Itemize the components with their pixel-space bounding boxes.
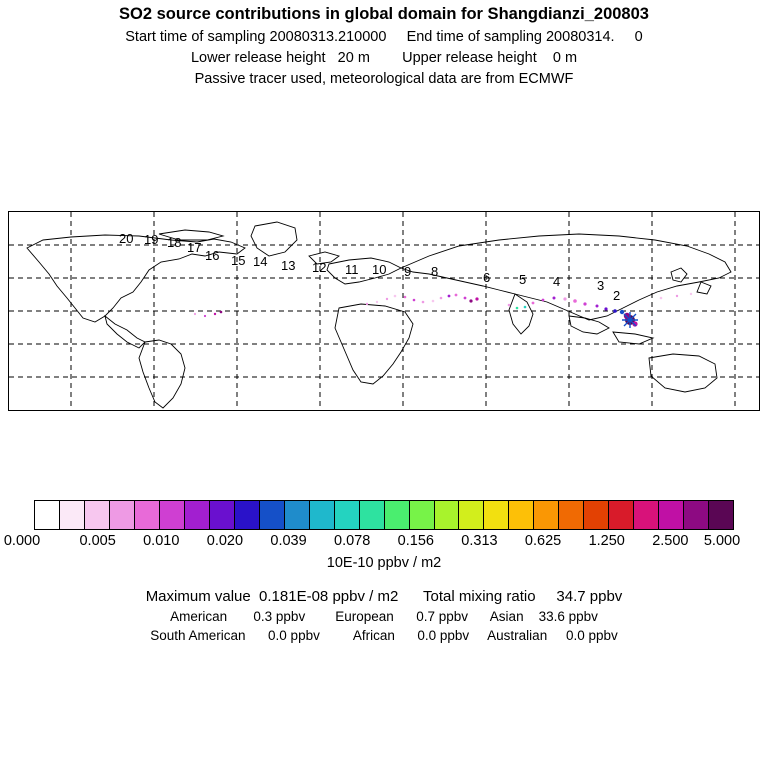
svg-text:13: 13 [281, 258, 296, 273]
release-site-marker [622, 312, 638, 328]
svg-text:14: 14 [253, 254, 268, 269]
trajectory-day-labels [119, 231, 620, 303]
tracer-meteo-line: Passive tracer used, meteorological data are from ECMWF [194, 71, 574, 87]
map-panel [8, 211, 760, 411]
colorbar-swatch [684, 501, 709, 529]
colorbar-swatch [484, 501, 509, 529]
colorbar-swatch [459, 501, 484, 529]
svg-text:18: 18 [167, 235, 182, 250]
svg-text:9: 9 [404, 264, 412, 279]
colorbar-swatch [135, 501, 160, 529]
colorbar-swatch [185, 501, 210, 529]
svg-text:11: 11 [345, 262, 359, 277]
colorbar-tick-label: 5.000 [703, 533, 741, 549]
colorbar-swatch [35, 501, 60, 529]
colorbar-swatch [360, 501, 385, 529]
colorbar-swatch [534, 501, 559, 529]
sampling-time-line: Start time of sampling 20080313.210000 End time of sampling 20080314. 0 [125, 29, 643, 45]
colorbar-tick-labels [0, 533, 768, 549]
svg-text:6: 6 [483, 270, 491, 285]
colorbar-swatch [509, 501, 534, 529]
colorbar-swatch [584, 501, 609, 529]
colorbar-swatch [110, 501, 135, 529]
release-height-line: Lower release height 20 m Upper release height 0 m [190, 50, 578, 66]
colorbar-swatch [210, 501, 235, 529]
colorbar-swatch [85, 501, 110, 529]
colorbar-swatch [335, 501, 360, 529]
svg-text:8: 8 [431, 264, 439, 279]
colorbar-swatch [609, 501, 634, 529]
svg-text:3: 3 [597, 278, 605, 293]
svg-text:2: 2 [613, 288, 621, 303]
colorbar-tick-label: 0.039 [270, 533, 307, 549]
figure-header [0, 0, 768, 87]
colorbar-swatch [709, 501, 733, 529]
colorbar-tick-label: 0.078 [334, 533, 371, 549]
colorbar-swatch [659, 501, 684, 529]
region-row-1: American 0.3 ppbv European 0.7 ppbv Asian 33.6 ppbv [170, 609, 598, 624]
colorbar-tick-label: 0.000 [3, 533, 41, 549]
page-title: SO2 source contributions in global domain for Shangdianzi_200803 [119, 5, 649, 23]
colorbar-unit-label: 10E-10 ppbv / m2 [326, 555, 442, 571]
svg-text:19: 19 [144, 232, 159, 247]
colorbar-swatch [160, 501, 185, 529]
svg-text:20: 20 [119, 231, 134, 246]
svg-text:16: 16 [205, 248, 220, 263]
colorbar-swatch [260, 501, 285, 529]
colorbar-tick-label: 0.313 [461, 533, 498, 549]
max-and-total-row: Maximum value 0.181E-08 ppbv / m2 Total mixing ratio 34.7 ppbv [145, 588, 623, 605]
colorbar-swatch [310, 501, 335, 529]
colorbar-swatch [410, 501, 435, 529]
colorbar-tick-label: 1.250 [588, 533, 625, 549]
region-row-2: South American 0.0 ppbv African 0.0 ppbv Australian 0.0 ppbv [150, 628, 618, 643]
colorbar-swatch [60, 501, 85, 529]
svg-text:5: 5 [519, 272, 527, 287]
colorbar-swatch [435, 501, 460, 529]
colorbar-swatch [285, 501, 310, 529]
svg-text:4: 4 [553, 274, 561, 289]
colorbar-swatch [559, 501, 584, 529]
colorbar-tick-label: 0.020 [206, 533, 244, 549]
colorbar-tick-label: 0.005 [79, 533, 116, 549]
colorbar-tick-label: 0.156 [397, 533, 434, 549]
world-map [9, 212, 759, 410]
svg-text:17: 17 [187, 240, 202, 255]
colorbar-swatch [385, 501, 410, 529]
colorbar [34, 500, 734, 530]
colorbar-swatch [235, 501, 260, 529]
svg-text:15: 15 [231, 253, 246, 268]
colorbar-tick-label: 0.010 [143, 533, 180, 549]
colorbar-tick-label: 0.625 [524, 533, 562, 549]
statistics-block [0, 588, 768, 643]
colorbar-tick-label: 2.500 [652, 533, 689, 549]
svg-text:12: 12 [312, 260, 327, 275]
colorbar-swatch [634, 501, 659, 529]
svg-text:10: 10 [372, 262, 387, 277]
